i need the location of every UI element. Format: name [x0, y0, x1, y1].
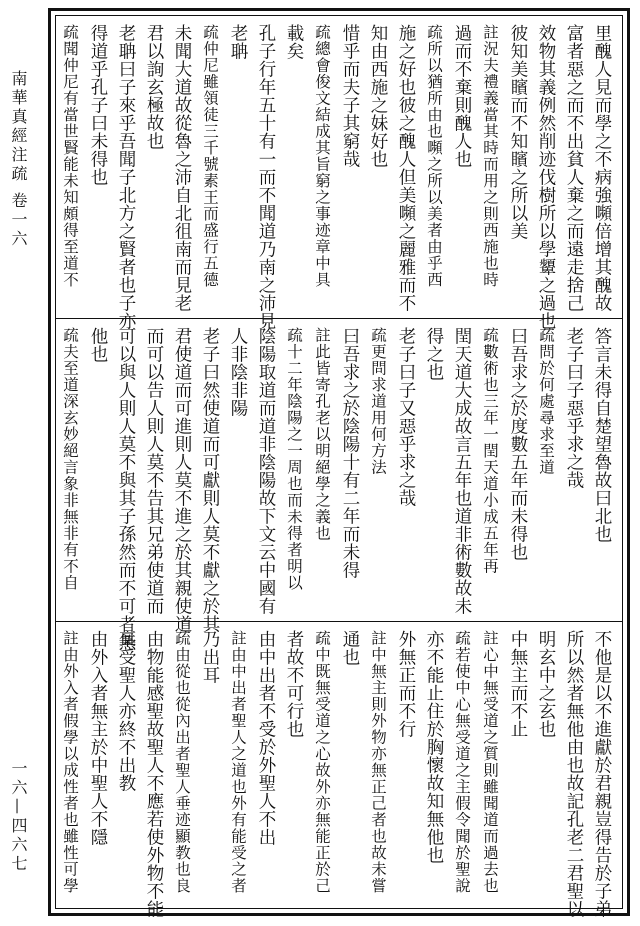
text-column: 疏問於何處尋求至道 [537, 327, 555, 476]
text-column: 老子曰然使道而可獻則人莫不獻之於其 [200, 327, 220, 633]
text-column: 彼知美矉而不知矉之所以美 [508, 24, 528, 240]
text-column: 人非陰非陽 [228, 327, 248, 417]
text-column: 君使道而可進則人莫不進之於其親使道 [172, 327, 192, 633]
text-column: 可以與人則人莫不與其子孫然而不可者無 [116, 327, 136, 651]
text-column: 乃出耳 [200, 630, 220, 684]
text-column: 老聃曰子來乎吾聞子北方之賢者也子亦 [116, 24, 136, 330]
text-column: 老子曰子惡乎求之哉 [564, 327, 584, 489]
text-band-lower [56, 622, 622, 918]
text-column: 答言未得自楚望魯故曰北也 [592, 327, 612, 543]
text-column: 註中無主則外物亦無正己者也故未嘗 [369, 630, 387, 894]
text-column: 疏若使中心無受道之主假令聞於聖說 [453, 630, 471, 894]
text-column: 施之好也彼之醜人但美嚬之麗雅而不 [396, 24, 416, 312]
text-column: 稟受聖人亦終不出教 [116, 630, 136, 792]
text-column: 由物能感聖故聖人不應若使外物不能 [144, 630, 164, 918]
text-column: 而可以告人則人莫不告其兄弟使道而 [144, 327, 164, 615]
text-column: 得之也 [424, 327, 444, 381]
text-column: 疏總會俊文結成其旨窮之事迹章中具 [313, 24, 331, 288]
text-column: 由外入者無主於中聖人不隱 [88, 630, 108, 846]
text-column: 亦不能止住於胸懷故知無他也 [424, 630, 444, 864]
text-column: 惜乎而夫子其窮哉 [340, 24, 360, 168]
text-column: 註心中無受道之質則雖聞道而過去也 [481, 630, 499, 894]
text-column: 載矣 [284, 24, 304, 60]
text-column: 者故不可行也 [284, 630, 304, 738]
text-column: 得道乎孔子曰未得也 [88, 24, 108, 186]
text-column: 註由中出者聖人之道也外有能受之者 [229, 630, 247, 894]
text-column: 明玄中之玄也 [536, 630, 556, 738]
text-column: 疏由從也從內出者聖人垂迹顯教也良 [173, 630, 191, 894]
page-frame [48, 8, 630, 916]
text-column: 閏天道大成故言五年也道非術數故未 [452, 327, 472, 615]
text-column: 富者惡之而不出貧人棄之而遠走捨己 [564, 24, 584, 312]
book-title-label: 南華真經注疏 卷一六 [9, 70, 28, 250]
text-column: 疏更問求道用何方法 [369, 327, 387, 476]
text-column: 疏中既無受道之心故外亦無能正於己 [313, 630, 331, 894]
text-column: 孔子行年五十有一而不聞道乃南之沛見 [256, 24, 276, 330]
text-column: 不他是以不進獻於君親豈得告於子弟 [592, 630, 612, 918]
text-column: 疏數術也三年一閏天道小成五年再 [481, 327, 499, 575]
text-column: 由中出者不受於外聖人不出 [256, 630, 276, 846]
text-column: 老聃 [228, 24, 248, 60]
text-column: 君以詢玄極故也 [144, 24, 164, 150]
text-column: 知由西施之妹好也 [368, 24, 388, 168]
text-block [55, 15, 623, 918]
text-column: 外無正而不行 [396, 630, 416, 738]
text-column: 疏聞仲尼有當世賢能未知頗得至道不 [61, 24, 79, 288]
text-column: 里醜人見而學之不病強嚬倍增其醜故 [592, 24, 612, 312]
text-column: 中無主而不止 [508, 630, 528, 738]
text-column: 疏十二年陰陽之一周也而未得者明以 [285, 327, 303, 591]
text-column: 過而不棄則醜人也 [452, 24, 472, 168]
folio-number: 一六—四六七 [9, 760, 28, 874]
text-column: 陰陽取道而道非陰陽故下文云中國有 [256, 327, 276, 615]
text-column: 註此皆寄孔老以明絕學之義也 [313, 327, 331, 542]
text-column: 疏夫至道深玄妙絕言象非無非有不自 [61, 327, 79, 591]
text-column: 疏仲尼雖領徒三千號素王而盛行五德 [201, 24, 219, 288]
text-column: 所以然者無他由也故記孔老二君聖以 [564, 630, 584, 918]
text-column: 他也 [88, 327, 108, 363]
text-column: 註由外入者假學以成性者也雖性可學 [61, 630, 79, 894]
text-column: 老子曰子又惡乎求之哉 [396, 327, 416, 507]
text-column: 未聞大道故從魯之沛自北徂南而見老 [172, 24, 192, 312]
text-band-upper [56, 16, 622, 330]
text-column: 曰吾求之於陰陽十有二年而未得 [340, 327, 360, 579]
text-column: 註況夫禮義當其時而用之則西施也時 [481, 24, 499, 288]
page-margin [0, 0, 44, 926]
text-column: 曰吾求之於度數五年而未得也 [508, 327, 528, 561]
text-column: 疏所以猶所由也嚬之所以美者由乎西 [425, 24, 443, 288]
text-column: 效物其義例然削迹伐樹所以學顰之過也 [536, 24, 556, 330]
text-column: 通也 [340, 630, 360, 666]
